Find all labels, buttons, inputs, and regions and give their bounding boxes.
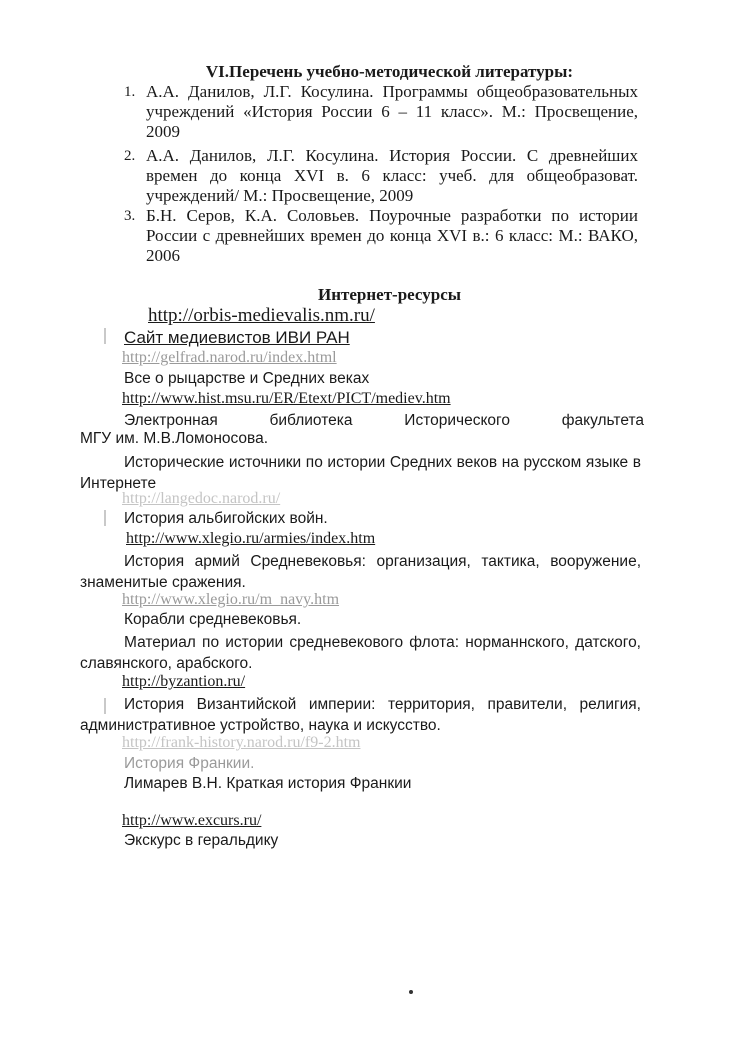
resource-description: Все о рыцарстве и Средних веках [124,370,370,387]
scan-margin-mark [104,510,106,526]
resource-description: История Византийской империи: территория, правители, религия, административное устройство, наука и искусство. [80,696,641,734]
resource-link[interactable]: http://byzantion.ru/ [122,673,246,690]
resource-description: Лимарев В.Н. Краткая история Франкии [124,775,412,792]
resource-link[interactable]: http://gelfrad.narod.ru/index.html [122,349,337,366]
resource-description: Исторические источники по истории Средних веков на русском языке в Интернете [80,454,641,492]
literature-item: Б.Н. Серов, К.А. Соловьев. Поурочные разработки по истории России с древнейших времен до конца XVI в.: 6 класс: М.: ВАКО, 2006 [146,206,638,265]
resource-description: История армий Средневековья: организация, тактика, вооружение, знаменитые сражения. [80,553,641,591]
resource-link[interactable]: http://www.excurs.ru/ [122,812,262,829]
resource-description: МГУ им. М.В.Ломоносова. [80,430,269,447]
list-item-number: 1. [124,84,136,100]
resource-link[interactable]: http://orbis-medievalis.nm.ru/ [148,305,375,326]
page-marker-dot [409,990,413,994]
resource-description: Сайт медиевистов ИВИ РАН [124,328,350,347]
literature-item: А.А. Данилов, Л.Г. Косулина. История России. С древнейших времен до конца XVI в. 6 класс: учеб. для общеобразоват. учреждений/ М.: Просвещение, 2009 [146,146,638,205]
resource-description: Материал по истории средневекового флота: норманнского, датского, славянского, арабского. [80,634,641,672]
list-item-number: 2. [124,148,136,164]
internet-resources-heading: Интернет-ресурсы [317,285,462,304]
resource-description: История альбигойских войн. [124,510,328,527]
resource-link[interactable]: http://www.xlegio.ru/armies/index.htm [126,530,376,547]
scan-margin-mark [104,328,106,344]
resource-link[interactable]: http://frank-history.narod.ru/f9-2.htm [122,734,361,751]
resource-description: История Франкии. [124,755,255,772]
literature-item: А.А. Данилов, Л.Г. Косулина. Программы общеобразовательных учреждений «История России 6 – 11 класс». М.: Просвещение, 2009 [146,82,638,141]
literature-heading: VI.Перечень учебно-методической литературы: [205,62,574,81]
resource-description: Корабли средневековья. [124,611,302,628]
resource-link[interactable]: http://langedoc.narod.ru/ [122,490,281,507]
resource-link[interactable]: http://www.hist.msu.ru/ER/Etext/PICT/mediev.htm [122,390,451,407]
list-item-number: 3. [124,208,136,224]
resource-description: Экскурс в геральдику [124,832,279,849]
resource-description: Электронная библиотека Исторического факультета [124,412,644,429]
resource-link[interactable]: http://www.xlegio.ru/m_navy.htm [122,591,340,608]
